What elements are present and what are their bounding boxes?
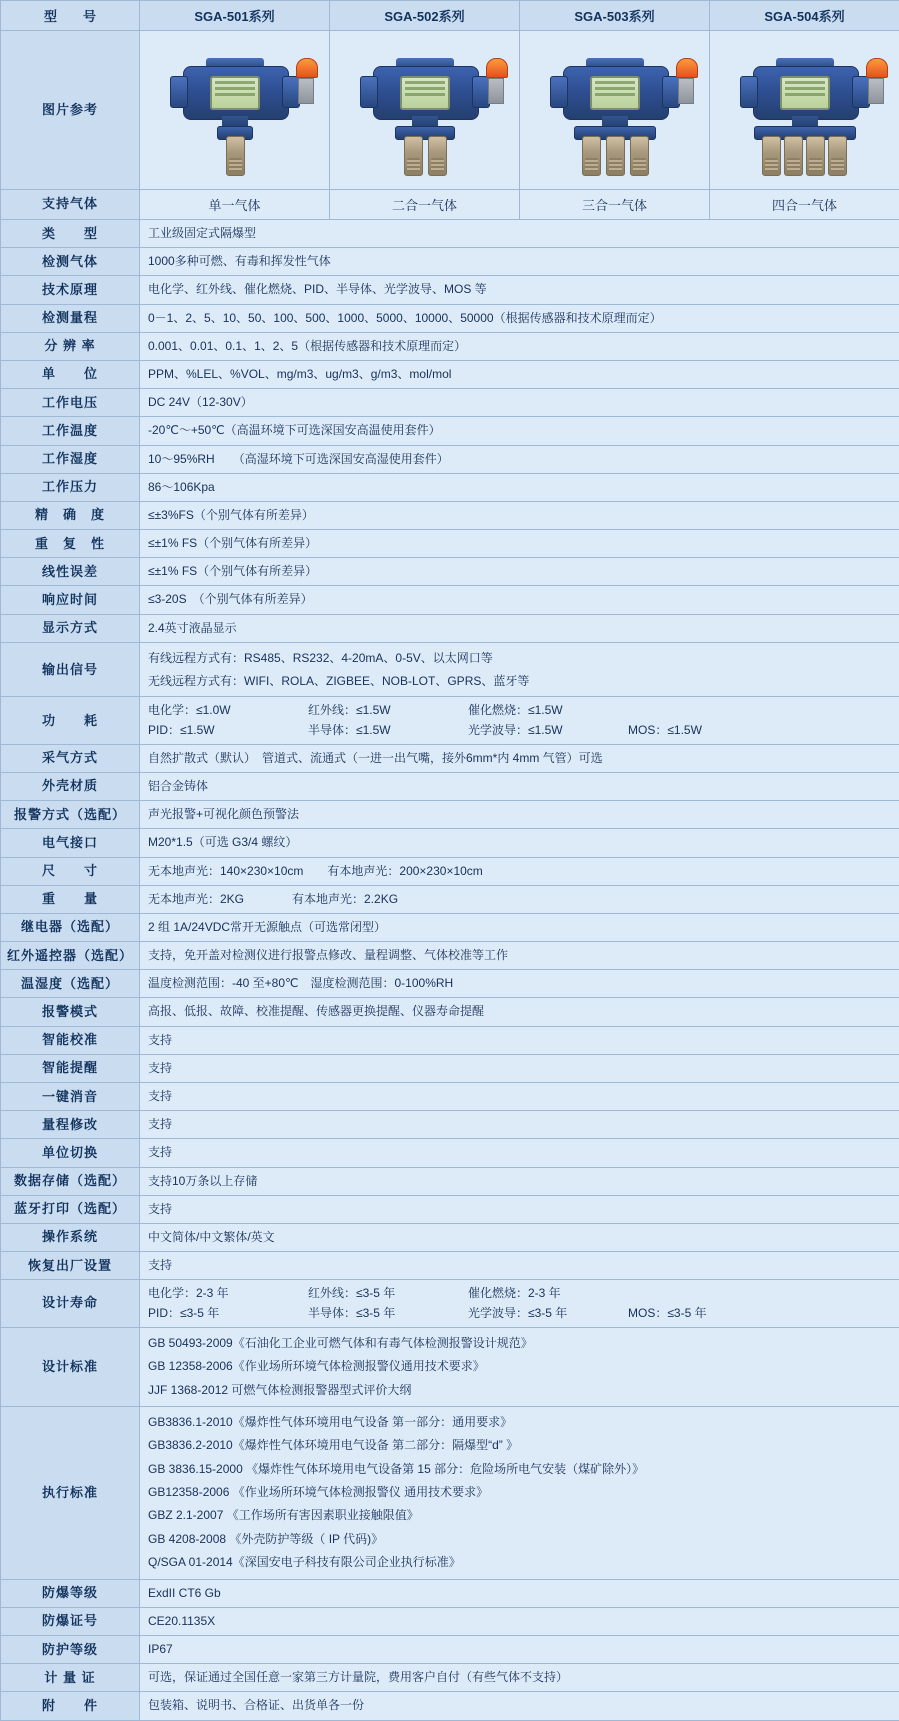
row-value-pressure: 86～106Kpa bbox=[140, 473, 899, 501]
display-screen-icon bbox=[210, 76, 260, 110]
row-value-output-signal bbox=[140, 642, 899, 697]
row-label-model: 型 号 bbox=[1, 1, 140, 31]
table-row-pressure bbox=[1, 473, 899, 501]
row-label-bluetooth-print: 蓝牙打印（选配） bbox=[1, 1195, 140, 1223]
life-blank bbox=[628, 1284, 788, 1303]
row-value-design-life bbox=[140, 1280, 899, 1327]
table-row-temperature bbox=[1, 417, 899, 445]
table-row-smart-reminder bbox=[1, 1054, 899, 1082]
row-label-size: 尺 寸 bbox=[1, 857, 140, 885]
row-label-accessories: 附 件 bbox=[1, 1692, 140, 1720]
row-label-pressure: 工作压力 bbox=[1, 473, 140, 501]
row-label-measurement-cert: 计 量 证 bbox=[1, 1664, 140, 1692]
table-row-weight bbox=[1, 885, 899, 913]
row-label-design-life: 设计寿命 bbox=[1, 1280, 140, 1327]
alarm-light-icon bbox=[866, 58, 886, 102]
row-value-display: 2.4英寸液晶显示 bbox=[140, 614, 899, 642]
row-label-humidity: 工作湿度 bbox=[1, 445, 140, 473]
table-row-accessories bbox=[1, 1692, 899, 1720]
output-signal-wired: 有线远程方式有：RS485、RS232、4-20mA、0-5V、以太网口等 bbox=[148, 647, 891, 670]
table-row-detect-gas bbox=[1, 248, 899, 276]
row-value-explosion-proof-cert: CE20.1135X bbox=[140, 1607, 899, 1635]
table-row-explosion-proof-level bbox=[1, 1579, 899, 1607]
row-value-range-modify: 支持 bbox=[140, 1111, 899, 1139]
table-row-size bbox=[1, 857, 899, 885]
row-label-os: 操作系统 bbox=[1, 1223, 140, 1251]
table-row-range bbox=[1, 304, 899, 332]
row-value-size: 无本地声光：140×230×10cm 有本地声光：200×230×10cm bbox=[140, 857, 899, 885]
row-label-exec-standard: 执行标准 bbox=[1, 1406, 140, 1579]
row-label-display: 显示方式 bbox=[1, 614, 140, 642]
power-electrochemical: 电化学：≤1.0W bbox=[148, 701, 308, 720]
row-value-ir-remote: 支持，免开盖对检测仪进行报警点修改、量程调整、气体校准等工作 bbox=[140, 942, 899, 970]
life-mos: MOS：≤3-5 年 bbox=[628, 1304, 788, 1323]
table-row-protection-level bbox=[1, 1636, 899, 1664]
row-value-detect-gas: 1000多种可燃、有毒和挥发性气体 bbox=[140, 248, 899, 276]
exec-standard-6: GB 4208-2008 《外壳防护等级（ IP 代码)》 bbox=[148, 1528, 891, 1551]
life-catalytic: 催化燃烧：2-3 年 bbox=[468, 1284, 628, 1303]
row-value-temp-humidity-option: 温度检测范围：-40 至+80℃ 湿度检测范围：0-100%RH bbox=[140, 970, 899, 998]
row-value-smart-reminder: 支持 bbox=[140, 1054, 899, 1082]
table-row-temp-humidity-option bbox=[1, 970, 899, 998]
exec-standard-5: GBZ 2.1-2007 《工作场所有害因素职业接触限值》 bbox=[148, 1504, 891, 1527]
table-row-model bbox=[1, 1, 899, 31]
row-label-factory-reset: 恢复出厂设置 bbox=[1, 1252, 140, 1280]
row-label-voltage: 工作电压 bbox=[1, 389, 140, 417]
table-row-ir-remote bbox=[1, 942, 899, 970]
device-image-504 bbox=[710, 31, 899, 190]
table-row-factory-reset bbox=[1, 1252, 899, 1280]
power-catalytic: 催化燃烧：≤1.5W bbox=[468, 701, 628, 720]
row-value-explosion-proof-level: ExdII CT6 Gb bbox=[140, 1579, 899, 1607]
row-label-gas-support: 支持气体 bbox=[1, 190, 140, 220]
row-value-range: 0－1、2、5、10、50、100、500、1000、5000、10000、50000（根据传感器和技术原理而定） bbox=[140, 304, 899, 332]
design-standard-3: JJF 1368-2012 可燃气体检测报警器型式评价大纲 bbox=[148, 1379, 891, 1402]
table-row-sampling bbox=[1, 744, 899, 772]
row-label-smart-reminder: 智能提醒 bbox=[1, 1054, 140, 1082]
row-value-alarm-mode: 高报、低报、故障、校准提醒、传感器更换提醒、仪器寿命提醒 bbox=[140, 998, 899, 1026]
row-value-unit-switch: 支持 bbox=[140, 1139, 899, 1167]
table-row-unit bbox=[1, 360, 899, 388]
exec-standard-2: GB3836.2-2010《爆炸性气体环境用电气设备 第二部分：隔爆型“d” 》 bbox=[148, 1434, 891, 1457]
table-row-response-time bbox=[1, 586, 899, 614]
row-label-range: 检测量程 bbox=[1, 304, 140, 332]
table-row-principle bbox=[1, 276, 899, 304]
power-semiconductor: 半导体：≤1.5W bbox=[308, 721, 468, 740]
gas-support-504: 四合一气体 bbox=[710, 190, 899, 220]
row-label-picture: 图片参考 bbox=[1, 31, 140, 190]
table-row-power bbox=[1, 697, 899, 744]
row-label-sampling: 采气方式 bbox=[1, 744, 140, 772]
table-row-unit-switch bbox=[1, 1139, 899, 1167]
row-label-detect-gas: 检测气体 bbox=[1, 248, 140, 276]
row-value-accessories: 包装箱、说明书、合格证、出货单各一份 bbox=[140, 1692, 899, 1720]
row-value-accuracy: ≤±3%FS（个别气体有所差异） bbox=[140, 501, 899, 529]
table-row-os bbox=[1, 1223, 899, 1251]
row-label-range-modify: 量程修改 bbox=[1, 1111, 140, 1139]
device-image-501 bbox=[140, 31, 330, 190]
alarm-light-icon bbox=[486, 58, 506, 102]
row-value-response-time: ≤3-20S （个别气体有所差异） bbox=[140, 586, 899, 614]
row-value-principle: 电化学、红外线、催化燃烧、PID、半导体、光学波导、MOS 等 bbox=[140, 276, 899, 304]
table-row-alarm-mode bbox=[1, 998, 899, 1026]
life-pid: PID：≤3-5 年 bbox=[148, 1304, 308, 1323]
table-row-alarm-method bbox=[1, 801, 899, 829]
table-row-electrical-interface bbox=[1, 829, 899, 857]
row-label-alarm-mode: 报警模式 bbox=[1, 998, 140, 1026]
row-value-weight: 无本地声光：2KG 有本地声光：2.2KG bbox=[140, 885, 899, 913]
row-label-data-storage: 数据存储（选配） bbox=[1, 1167, 140, 1195]
row-label-one-key-mute: 一键消音 bbox=[1, 1083, 140, 1111]
exec-standard-4: GB12358-2006 《作业场所环境气体检测报警仪 通用技术要求》 bbox=[148, 1481, 891, 1504]
output-signal-wireless: 无线远程方式有：WIFI、ROLA、ZIGBEE、NOB-LOT、GPRS、蓝牙等 bbox=[148, 670, 891, 693]
table-row-pictures bbox=[1, 31, 899, 190]
life-optical-waveguide: 光学波导：≤3-5 年 bbox=[468, 1304, 628, 1323]
row-value-shell-material: 铝合金铸体 bbox=[140, 772, 899, 800]
row-label-type: 类 型 bbox=[1, 220, 140, 248]
row-value-humidity: 10～95%RH （高湿环境下可选深国安高湿使用套件） bbox=[140, 445, 899, 473]
row-label-design-standard: 设计标准 bbox=[1, 1327, 140, 1406]
table-row-voltage bbox=[1, 389, 899, 417]
row-value-bluetooth-print: 支持 bbox=[140, 1195, 899, 1223]
row-value-os: 中文简体/中文繁体/英文 bbox=[140, 1223, 899, 1251]
model-501: SGA-501系列 bbox=[140, 1, 330, 31]
alarm-light-icon bbox=[296, 58, 316, 102]
row-value-design-standard bbox=[140, 1327, 899, 1406]
row-label-ir-remote: 红外遥控器（选配） bbox=[1, 942, 140, 970]
life-infrared: 红外线：≤3-5 年 bbox=[308, 1284, 468, 1303]
power-optical-waveguide: 光学波导：≤1.5W bbox=[468, 721, 628, 740]
table-row-humidity bbox=[1, 445, 899, 473]
row-value-relay: 2 组 1A/24VDC常开无源触点（可选常闭型） bbox=[140, 913, 899, 941]
row-label-unit: 单 位 bbox=[1, 360, 140, 388]
row-label-linearity: 线性误差 bbox=[1, 558, 140, 586]
alarm-light-icon bbox=[676, 58, 696, 102]
table-row-one-key-mute bbox=[1, 1083, 899, 1111]
row-value-data-storage: 支持10万条以上存储 bbox=[140, 1167, 899, 1195]
exec-standard-3: GB 3836.15-2000 《爆炸性气体环境用电气设备第 15 部分：危险场所电气安装（煤矿除外）》 bbox=[148, 1458, 891, 1481]
row-label-resolution: 分 辨 率 bbox=[1, 332, 140, 360]
row-value-unit: PPM、%LEL、%VOL、mg/m3、ug/m3、g/m3、mol/mol bbox=[140, 360, 899, 388]
row-label-repeatability: 重 复 性 bbox=[1, 530, 140, 558]
gas-support-501: 单一气体 bbox=[140, 190, 330, 220]
table-row-design-life bbox=[1, 1280, 899, 1327]
row-label-principle: 技术原理 bbox=[1, 276, 140, 304]
row-value-one-key-mute: 支持 bbox=[140, 1083, 899, 1111]
row-label-shell-material: 外壳材质 bbox=[1, 772, 140, 800]
table-row-range-modify bbox=[1, 1111, 899, 1139]
table-row-accuracy bbox=[1, 501, 899, 529]
row-value-temperature: -20℃～+50℃（高温环境下可选深国安高温使用套件） bbox=[140, 417, 899, 445]
table-row-display bbox=[1, 614, 899, 642]
row-value-measurement-cert: 可选，保证通过全国任意一家第三方计量院，费用客户自付（有些气体不支持） bbox=[140, 1664, 899, 1692]
row-value-electrical-interface: M20*1.5（可选 G3/4 螺纹） bbox=[140, 829, 899, 857]
row-label-smart-calibration: 智能校准 bbox=[1, 1026, 140, 1054]
table-row-gas-support bbox=[1, 190, 899, 220]
row-value-linearity: ≤±1% FS（个别气体有所差异） bbox=[140, 558, 899, 586]
row-label-weight: 重 量 bbox=[1, 885, 140, 913]
row-value-repeatability: ≤±1% FS（个别气体有所差异） bbox=[140, 530, 899, 558]
row-label-explosion-proof-cert: 防爆证号 bbox=[1, 1607, 140, 1635]
row-value-alarm-method: 声光报警+可视化颜色预警法 bbox=[140, 801, 899, 829]
row-label-temperature: 工作温度 bbox=[1, 417, 140, 445]
row-label-accuracy: 精 确 度 bbox=[1, 501, 140, 529]
gas-support-503: 三合一气体 bbox=[520, 190, 710, 220]
exec-standard-7: Q/SGA 01-2014《深国安电子科技有限公司企业执行标准》 bbox=[148, 1551, 891, 1574]
power-pid: PID：≤1.5W bbox=[148, 721, 308, 740]
table-row-shell-material bbox=[1, 772, 899, 800]
row-value-sampling: 自然扩散式（默认） 管道式、流通式（一进一出气嘴，接外6mm*内 4mm 气管）可选 bbox=[140, 744, 899, 772]
power-infrared: 红外线：≤1.5W bbox=[308, 701, 468, 720]
design-standard-1: GB 50493-2009《石油化工企业可燃气体和有毒气体检测报警设计规范》 bbox=[148, 1332, 891, 1355]
device-image-502 bbox=[330, 31, 520, 190]
table-row-measurement-cert bbox=[1, 1664, 899, 1692]
row-label-relay: 继电器（选配） bbox=[1, 913, 140, 941]
power-blank bbox=[628, 701, 788, 720]
row-label-explosion-proof-level: 防爆等级 bbox=[1, 1579, 140, 1607]
display-screen-icon bbox=[590, 76, 640, 110]
table-row-smart-calibration bbox=[1, 1026, 899, 1054]
row-value-power bbox=[140, 697, 899, 744]
table-row-bluetooth-print bbox=[1, 1195, 899, 1223]
row-value-smart-calibration: 支持 bbox=[140, 1026, 899, 1054]
row-value-resolution: 0.001、0.01、0.1、1、2、5（根据传感器和技术原理而定） bbox=[140, 332, 899, 360]
row-label-response-time: 响应时间 bbox=[1, 586, 140, 614]
row-label-electrical-interface: 电气接口 bbox=[1, 829, 140, 857]
device-image-503 bbox=[520, 31, 710, 190]
table-row-exec-standard bbox=[1, 1406, 899, 1579]
row-value-exec-standard bbox=[140, 1406, 899, 1579]
model-503: SGA-503系列 bbox=[520, 1, 710, 31]
row-label-power: 功 耗 bbox=[1, 697, 140, 744]
table-row-explosion-proof-cert bbox=[1, 1607, 899, 1635]
table-row-relay bbox=[1, 913, 899, 941]
power-mos: MOS：≤1.5W bbox=[628, 721, 788, 740]
display-screen-icon bbox=[780, 76, 830, 110]
life-electrochemical: 电化学：2-3 年 bbox=[148, 1284, 308, 1303]
table-row-data-storage bbox=[1, 1167, 899, 1195]
row-value-factory-reset: 支持 bbox=[140, 1252, 899, 1280]
row-label-alarm-method: 报警方式（选配） bbox=[1, 801, 140, 829]
exec-standard-1: GB3836.1-2010《爆炸性气体环境用电气设备 第一部分：通用要求》 bbox=[148, 1411, 891, 1434]
table-row-repeatability bbox=[1, 530, 899, 558]
table-row-type bbox=[1, 220, 899, 248]
table-row-output-signal bbox=[1, 642, 899, 697]
design-standard-2: GB 12358-2006《作业场所环境气体检测报警仪通用技术要求》 bbox=[148, 1355, 891, 1378]
display-screen-icon bbox=[400, 76, 450, 110]
row-label-output-signal: 输出信号 bbox=[1, 642, 140, 697]
row-value-protection-level: IP67 bbox=[140, 1636, 899, 1664]
life-semiconductor: 半导体：≤3-5 年 bbox=[308, 1304, 468, 1323]
row-label-unit-switch: 单位切换 bbox=[1, 1139, 140, 1167]
table-row-resolution bbox=[1, 332, 899, 360]
table-row-linearity bbox=[1, 558, 899, 586]
row-value-type: 工业级固定式隔爆型 bbox=[140, 220, 899, 248]
gas-support-502: 二合一气体 bbox=[330, 190, 520, 220]
model-502: SGA-502系列 bbox=[330, 1, 520, 31]
row-value-voltage: DC 24V（12-30V） bbox=[140, 389, 899, 417]
row-label-temp-humidity-option: 温湿度（选配） bbox=[1, 970, 140, 998]
row-label-protection-level: 防护等级 bbox=[1, 1636, 140, 1664]
table-row-design-standard bbox=[1, 1327, 899, 1406]
model-504: SGA-504系列 bbox=[710, 1, 899, 31]
